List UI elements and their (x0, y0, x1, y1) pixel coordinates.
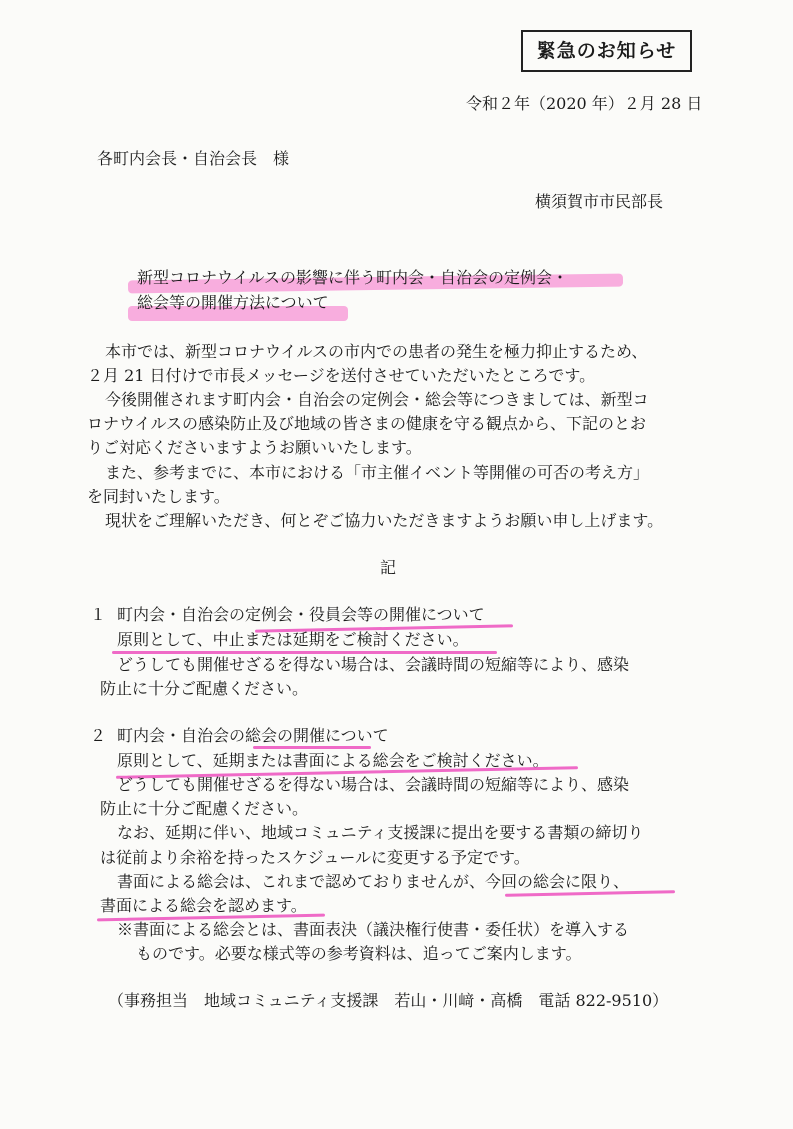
section-1-number: １ (90, 605, 107, 624)
section-2-line: 防止に十分ご配慮ください。 (100, 799, 309, 818)
section-1-line: 原則として、中止または延期をご検討ください。 (117, 630, 469, 649)
section-2-line: なお、延期に伴い、地域コミュニティ支援課に提出を要する書類の締切り (117, 823, 644, 842)
section-2-line: 書面による総会は、これまで認めておりませんが、今回の総会に限り、 (117, 872, 630, 891)
contact-info: （事務担当 地域コミュニティ支援課 若山・川﨑・高橋 電話 822-9510） (108, 991, 669, 1010)
body-line: を同封いたします。 (87, 487, 230, 506)
section-1-heading: 町内会・自治会の定例会・役員会等の開催について (117, 605, 485, 624)
body-line: ２月 21 日付けで市長メッセージを送付させていただいたところです。 (87, 366, 596, 385)
section-2-note: ものです。必要な様式等の参考資料は、追ってご案内します。 (136, 944, 582, 963)
sender: 横須賀市市民部長 (535, 192, 664, 211)
body-line: 現状をご理解いただき、何とぞご協力いただきますようお願い申し上げます。 (105, 511, 664, 530)
body-line: また、参考までに、本市における「市主催イベント等開催の可否の考え方」 (105, 463, 650, 482)
section-2-line: 書面による総会を認めます。 (100, 896, 307, 915)
document-date: 令和２年（2020 年）２月 28 日 (466, 94, 703, 113)
body-line: 今後開催されます町内会・自治会の定例会・総会等につきましては、新型コ (105, 390, 649, 409)
subject-line-1: 新型コロナウイルスの影響に伴う町内会・自治会の定例会・ (137, 268, 569, 287)
body-line: 本市では、新型コロナウイルスの市内での患者の発生を極力抑止するため、 (105, 342, 648, 361)
ki-heading: 記 (380, 558, 397, 577)
section-2-line: 原則として、延期または書面による総会をご検討ください。 (117, 751, 549, 770)
section-1-line: 防止に十分ご配慮ください。 (100, 679, 309, 698)
section-2-line: は従前より余裕を持ったスケジュールに変更する予定です。 (100, 848, 530, 867)
subject-line-2: 総会等の開催方法について (137, 293, 329, 312)
body-line: ロナウイルスの感染防止及び地域の皆さまの健康を守る観点から、下記のとお (87, 414, 647, 433)
urgent-notice-badge: 緊急のお知らせ (521, 30, 692, 72)
body-line: りご対応くださいますようお願いいたします。 (87, 438, 422, 457)
section-1-line: どうしても開催せざるを得ない場合は、会議時間の短縮等により、感染 (117, 655, 630, 674)
section-2-heading: 町内会・自治会の総会の開催について (117, 726, 389, 745)
section-2-note: ※書面による総会とは、書面表決（議決権行使書・委任状）を導入する (117, 920, 630, 939)
section-2-line: どうしても開催せざるを得ない場合は、会議時間の短縮等により、感染 (117, 775, 630, 794)
section-2-number: ２ (90, 726, 107, 745)
recipient: 各町内会長・自治会長 様 (97, 149, 290, 168)
